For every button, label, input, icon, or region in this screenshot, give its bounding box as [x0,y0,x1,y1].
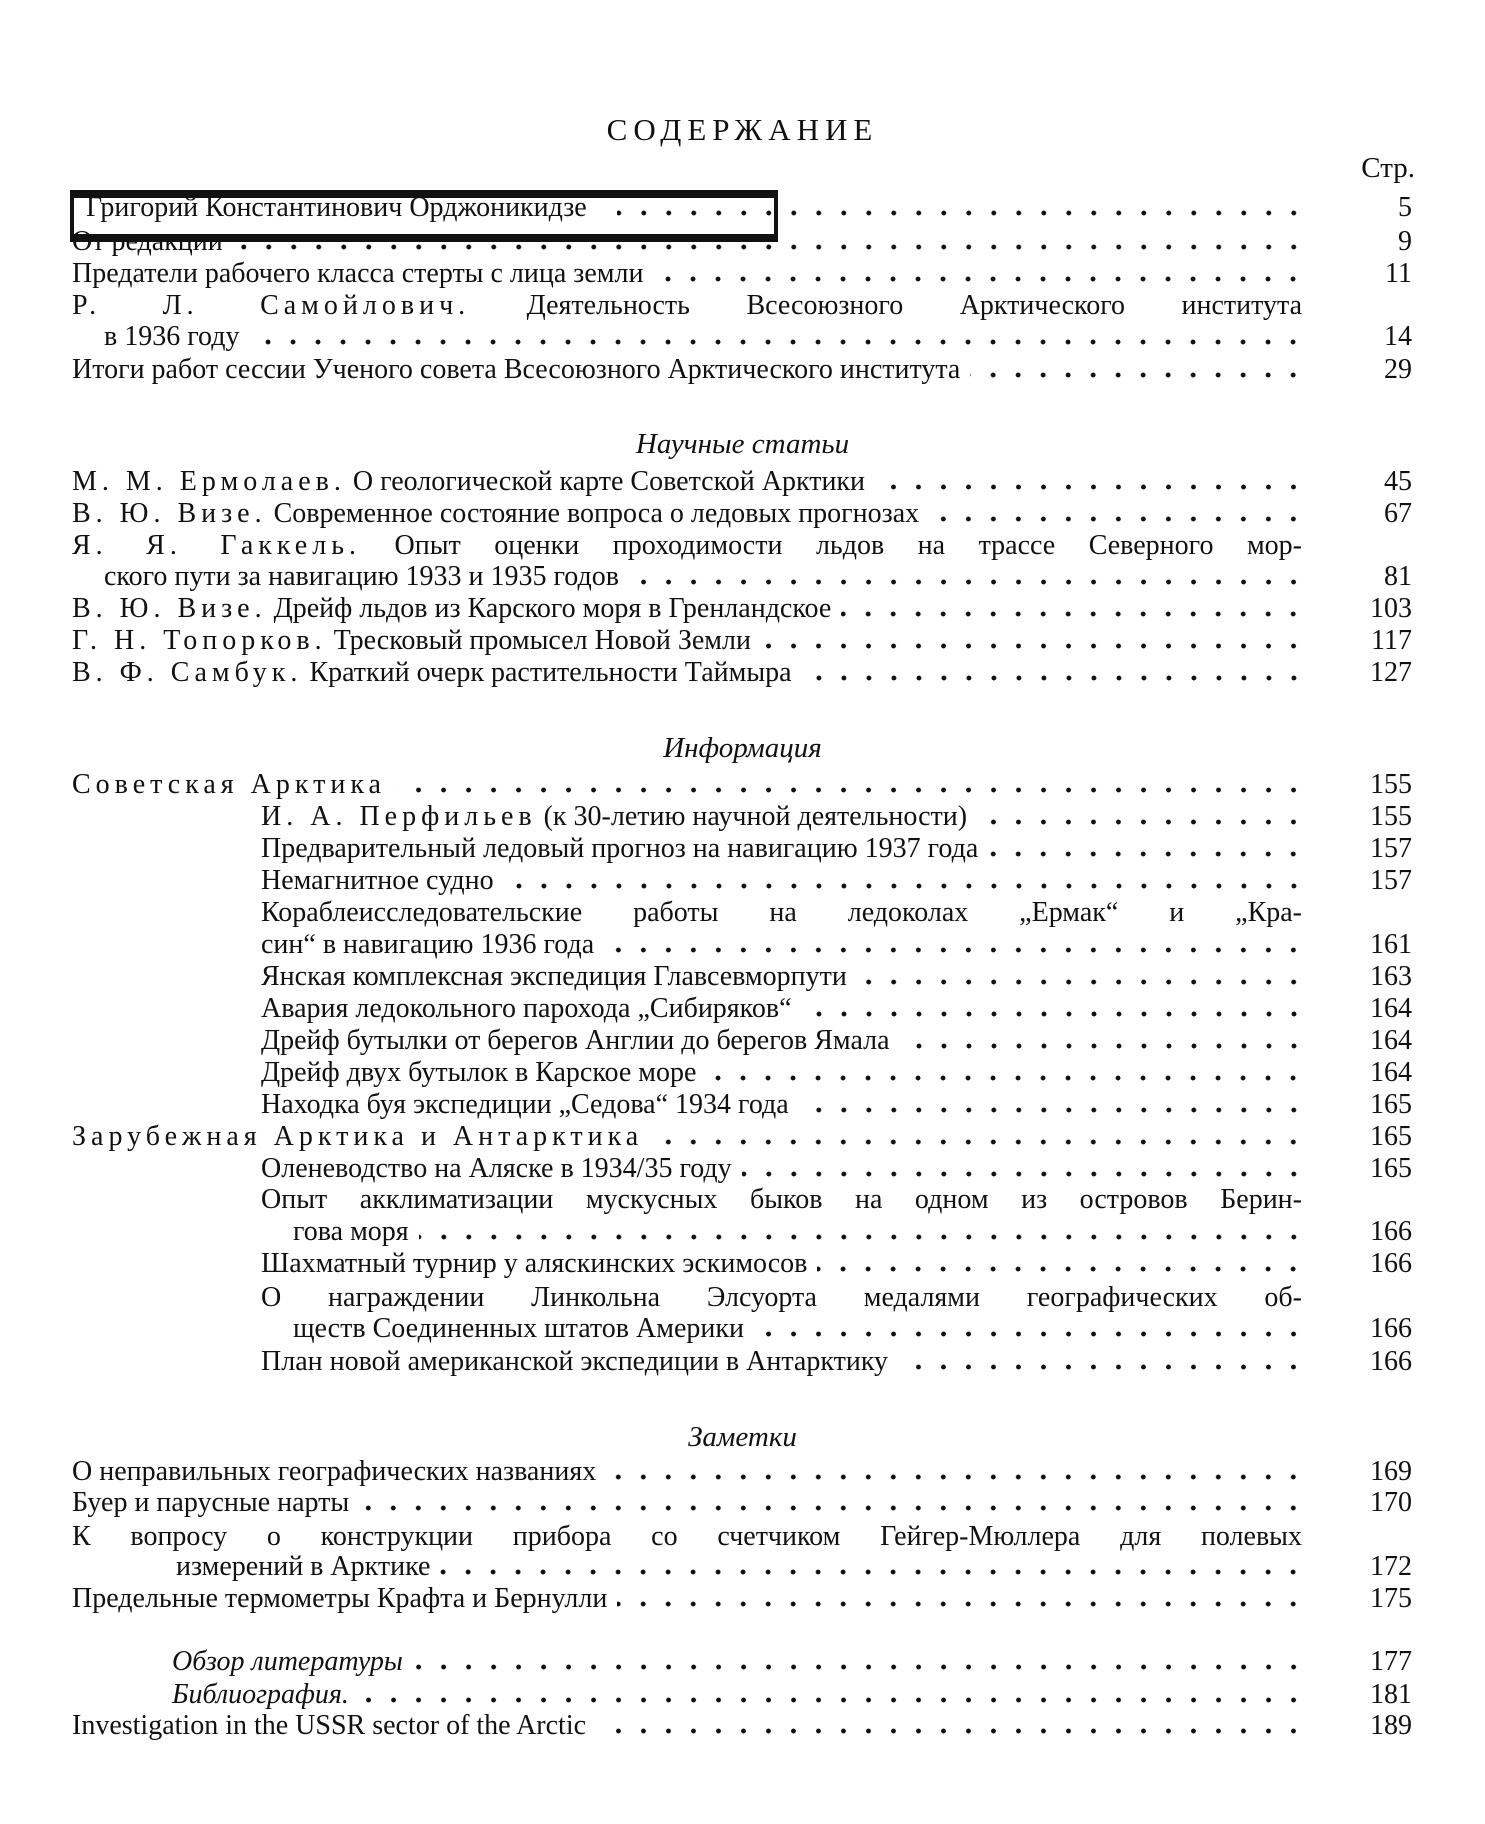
entry-text [261,1057,696,1089]
entry-title: син“ в навигацию 1936 года [261,929,595,960]
entry-title: Библиография. [172,1679,349,1710]
dot-leader [875,484,1306,490]
dot-leader [742,1171,1306,1177]
entry-title: гова моря [293,1216,409,1247]
dot-leader [359,1505,1306,1511]
page-number: 155 [1370,769,1412,800]
entry-text [261,961,847,993]
toc-entry[interactable] [72,1710,1412,1744]
entry-title: Янская комплексная экспедиция Главсевморпути [261,961,847,992]
dot-leader [629,579,1306,585]
toc-entry[interactable] [72,258,1412,292]
toc-entry[interactable] [172,1679,1412,1713]
dot-leader [249,339,1306,345]
toc-entry[interactable] [72,1583,1412,1617]
entry-author: М. М. Ермолаев. [72,466,346,497]
entry-title: Дрейф бутылки от берегов Англии до берегов Ямала [261,1025,890,1056]
entry-text [72,1521,1302,1553]
toc-entry[interactable] [72,226,1412,260]
page-number: 157 [1370,833,1412,864]
dot-leader [440,1569,1306,1575]
dot-leader [596,1728,1306,1734]
toc-entry[interactable] [72,530,1412,564]
page-title: СОДЕРЖАНИЕ [606,112,879,147]
toc-entry[interactable] [72,1121,1412,1155]
entry-text [261,929,594,961]
entry-title: Находка буя экспедиции „Седова“ 1934 года [261,1089,789,1120]
entry-text [261,1184,1302,1216]
dot-leader [396,787,1306,793]
toc-entry[interactable] [104,561,1412,595]
dot-leader [799,1107,1306,1113]
toc-entry[interactable] [261,1184,1412,1218]
toc-entry[interactable] [261,1089,1412,1123]
page-number: 166 [1370,1248,1412,1279]
entry-title: Авария ледокольного парохода „Сибиряков“ [261,993,792,1024]
page-number: 103 [1370,593,1412,624]
page-number: 117 [1371,625,1412,656]
toc-entry[interactable] [72,192,1412,226]
entry-title: Опыт акклиматизации мускусных быков на одном из островов Берин- [261,1184,1302,1215]
toc-entry[interactable] [261,801,1412,835]
entry-author: И. А. Перфильев [261,801,537,832]
toc-entry[interactable] [72,625,1412,659]
entry-text [72,769,386,801]
toc-entry[interactable] [72,1521,1412,1555]
dot-leader [761,643,1306,649]
entry-text [261,833,978,865]
entry-text [104,561,619,593]
dot-leader [970,372,1306,378]
toc-entry[interactable] [261,1248,1412,1282]
toc-entry[interactable] [72,290,1412,324]
page-number: 5 [1398,192,1412,223]
entry-title: Современное состояние вопроса о ледовых прогнозах [273,498,920,529]
page-number: 170 [1370,1487,1412,1518]
page-number: 169 [1370,1456,1412,1487]
page-number: 165 [1370,1089,1412,1120]
dot-leader [706,1075,1306,1081]
dot-leader [604,947,1306,953]
page-number: 165 [1370,1153,1412,1184]
entry-author: Зарубежная Арктика и Антарктика [72,1121,644,1152]
entry-text [72,466,865,498]
toc-entry[interactable] [261,993,1412,1027]
toc-entry[interactable] [104,321,1412,355]
toc-entry[interactable] [72,769,1412,803]
dot-leader [929,516,1306,522]
entry-title: Предатели рабочего класса стерты с лица земли [72,258,644,289]
entry-title: Григорий Константинович Орджоникидзе [86,192,587,223]
toc-entry[interactable] [293,1216,1412,1250]
toc-entry[interactable] [72,466,1412,500]
dot-leader [841,611,1306,617]
dot-leader [900,1043,1306,1049]
toc-entry[interactable] [261,865,1412,899]
entry-title: Дрейф двух бутылок в Карское море [261,1057,697,1088]
entry-text [261,1089,789,1121]
entry-text [261,897,1302,929]
page-number: 127 [1370,657,1412,688]
toc-entry[interactable] [172,1646,1412,1680]
entry-title: ществ Соединенных штатов Америки [293,1313,744,1344]
entry-text [72,657,792,689]
entry-text [261,1346,888,1378]
dot-leader [653,276,1306,282]
page-number: 29 [1384,354,1412,385]
entry-author: Советская Арктика [72,769,386,800]
entry-title: Опыт оценки проходимости льдов на трассе Северного мор- [394,530,1302,561]
page-number: 181 [1370,1679,1412,1710]
page-number: 81 [1384,561,1412,592]
toc-entry[interactable] [72,1487,1412,1521]
page-number: 172 [1370,1551,1412,1582]
entry-text [72,192,587,224]
dot-leader [977,819,1306,825]
page-number: 157 [1370,865,1412,896]
entry-text [261,1248,807,1280]
dot-leader [988,851,1306,857]
dot-leader [817,1266,1306,1272]
entry-text [72,1121,643,1153]
toc-entry[interactable] [261,929,1412,963]
entry-text [172,1646,403,1678]
page-number: 164 [1370,1025,1412,1056]
toc-entry[interactable] [72,354,1412,388]
toc-entry[interactable] [261,833,1412,867]
entry-title: Деятельность Всесоюзного Арктического института [526,290,1302,321]
entry-title: О геологической карте Советской Арктики [352,466,866,497]
entry-text [261,801,967,833]
entry-text [172,1679,349,1711]
entry-author: Я. Я. Гаккель. [72,530,361,561]
entry-text [261,865,494,897]
dot-leader [754,1331,1306,1337]
dot-leader [419,1234,1306,1240]
page-column-label: Стр. [1361,152,1415,184]
entry-title: (к 30-летию научной деятельности) [543,801,968,832]
dot-leader [359,1697,1306,1703]
toc-entry[interactable] [261,1153,1412,1187]
toc-entry[interactable] [261,897,1412,931]
toc-entry[interactable] [261,961,1412,995]
entry-author: В. Ю. Визе. [72,593,267,624]
dot-leader [802,1011,1306,1017]
entry-author: Р. Л. Самойлович. [72,290,471,321]
dot-leader [617,210,1306,216]
entry-title: План новой американской экспедиции в Антарктику [261,1346,889,1377]
entry-title: Буер и парусные нарты [72,1487,350,1518]
toc-entry[interactable] [72,657,1412,691]
entry-author: Г. Н. Топорков. [72,625,327,656]
dot-leader [802,675,1306,681]
entry-text [293,1216,409,1248]
page-number: 166 [1370,1346,1412,1377]
entry-title: От редакции [72,226,223,257]
entry-author: В. Ю. Визе. [72,498,267,529]
entry-text [72,530,1302,562]
page-number: 155 [1370,801,1412,832]
entry-text [72,1456,596,1488]
entry-title: О неправильных географических названиях [72,1456,597,1487]
page-number: 189 [1370,1710,1412,1741]
page-number: 165 [1370,1121,1412,1152]
entry-text [72,593,831,625]
section-heading-notes: Заметки [688,1421,797,1453]
entry-title: в 1936 году [104,321,240,352]
page-number: 11 [1385,258,1412,289]
entry-title: Обзор литературы [172,1646,403,1677]
page-number: 14 [1384,321,1412,352]
page-number: 67 [1384,498,1412,529]
entry-text [104,321,239,353]
entry-title: Оленеводство на Аляске в 1934/35 году [261,1153,732,1184]
section-heading-info: Информация [663,732,822,764]
entry-text [293,1313,744,1345]
entry-title: Шахматный турнир у аляскинских эскимосов [261,1248,808,1279]
dot-leader [617,1601,1306,1607]
toc-entry[interactable] [261,1025,1412,1059]
entry-title: измерений в Арктике [176,1551,431,1582]
entry-title: Немагнитное судно [261,865,494,896]
dot-leader [898,1364,1306,1370]
entry-text [72,226,223,258]
toc-entry[interactable] [293,1313,1412,1347]
entry-title: Кораблеисследовательские работы на ледоколах „Ермак“ и „Кра- [261,897,1302,928]
toc-entry[interactable] [72,1456,1412,1490]
entry-title: Предварительный ледовый прогноз на навигацию 1937 года [261,833,979,864]
entry-text [72,258,643,290]
page-number: 166 [1370,1216,1412,1247]
dot-leader [504,883,1306,889]
page-number: 9 [1398,226,1412,257]
entry-text [261,1282,1302,1314]
entry-author: В. Ф. Самбук. [72,657,303,688]
page-number: 45 [1384,466,1412,497]
entry-title: Тресковый промысел Новой Земли [333,625,751,656]
entry-text [72,1583,607,1615]
entry-text [176,1551,430,1583]
entry-text [72,625,751,657]
entry-title: ского пути за навигацию 1933 и 1935 годов [104,561,619,592]
entry-text [72,290,1302,322]
entry-title: Дрейф льдов из Карского моря в Гренландское [273,593,832,624]
page-number: 175 [1370,1583,1412,1614]
entry-text [72,354,960,386]
dot-leader [413,1664,1306,1670]
page-number: 163 [1370,961,1412,992]
dot-leader [233,244,1306,250]
entry-text [261,1025,890,1057]
toc-entry[interactable] [72,593,1412,627]
toc-entry[interactable] [261,1057,1412,1091]
entry-text [261,993,792,1025]
entry-text [72,1710,586,1742]
entry-text [72,1487,349,1519]
entry-title: Итоги работ сессии Ученого совета Всесоюзного Арктического института [72,354,961,385]
dot-leader [857,979,1306,985]
page-number: 164 [1370,993,1412,1024]
toc-entry[interactable] [72,498,1412,532]
entry-title: Investigation in the USSR sector of the Arctic [72,1710,587,1741]
page-number: 164 [1370,1057,1412,1088]
section-heading-science: Научные статьи [635,428,850,460]
page-number: 166 [1370,1313,1412,1344]
dot-leader [606,1474,1306,1480]
dot-leader [653,1139,1306,1145]
page-number: 161 [1370,929,1412,960]
toc-entry[interactable] [261,1346,1412,1380]
entry-title: Краткий очерк растительности Таймыра [309,657,792,688]
entry-text [72,498,919,530]
entry-title: Предельные термометры Крафта и Бернулли [72,1583,608,1614]
entry-text [261,1153,732,1185]
toc-entry[interactable] [261,1282,1412,1316]
entry-title: О награждении Линкольна Элсуорта медалями географических об- [261,1282,1302,1313]
page-number: 177 [1370,1646,1412,1677]
toc-entry[interactable] [176,1551,1412,1585]
entry-title: К вопросу о конструкции прибора со счетчиком Гейгер-Мюллера для полевых [72,1521,1302,1552]
